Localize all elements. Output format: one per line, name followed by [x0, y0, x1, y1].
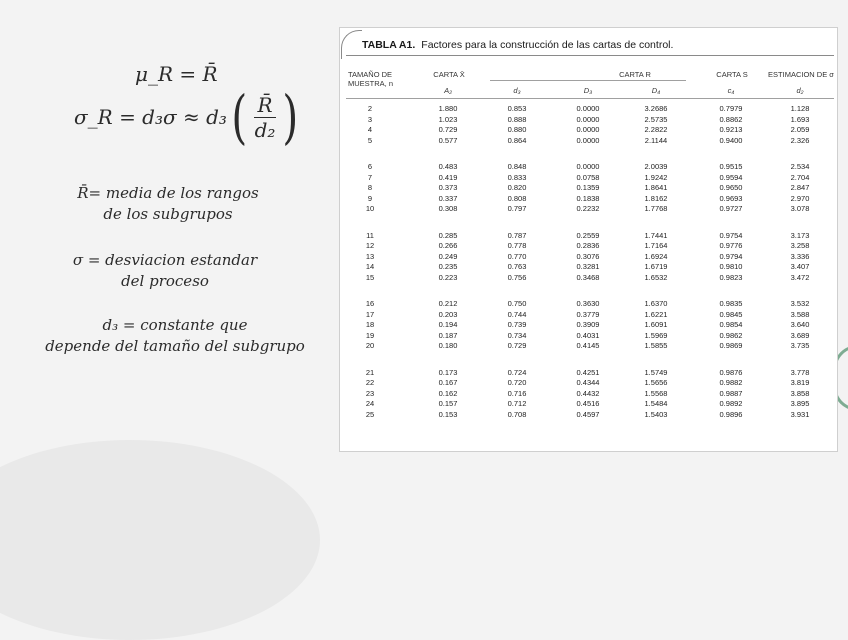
table-cell: 1.6370 — [644, 299, 668, 308]
table-cell: 1.880 — [438, 104, 458, 113]
table-cell: 1.6719 — [644, 262, 668, 271]
factors-table — [339, 27, 838, 452]
table-cell: 16 — [365, 299, 375, 308]
table-cell: 3.173 — [790, 230, 810, 240]
table-cell: 19 — [365, 330, 375, 340]
table-cell: 0.212 — [438, 299, 458, 308]
table-cell: 3.689 — [790, 330, 810, 340]
table-cell: 0.0000 — [576, 162, 600, 171]
formula-sigma-left: σ_R = d₃σ ≈ d₃ — [74, 105, 227, 129]
table-row — [340, 173, 837, 184]
table-cell: 0.9810 — [719, 262, 743, 271]
table-cell: 10 — [365, 204, 375, 213]
table-cell: 1.6091 — [644, 320, 668, 329]
table-cell: 3.258 — [790, 241, 810, 250]
table-cell: 0.720 — [507, 378, 527, 387]
table-cell: 0.1838 — [576, 193, 600, 203]
table-cell: 0.0000 — [576, 114, 600, 124]
table-cell: 1.6924 — [644, 251, 668, 261]
table-cell: 0.4031 — [576, 330, 600, 340]
table-cell: 0.9213 — [719, 125, 743, 134]
table-cell: 0.9845 — [719, 309, 743, 319]
table-cell: 1.128 — [790, 104, 810, 113]
r-chart-rule — [490, 80, 686, 81]
table-cell: 12 — [365, 241, 375, 250]
table-cell: 0.577 — [438, 135, 458, 145]
table-cell: 0.3468 — [576, 272, 600, 282]
table-cell: 0.203 — [438, 309, 458, 319]
table-row — [340, 310, 837, 321]
formulas-panel — [0, 0, 330, 477]
table-cell: 0.7979 — [719, 104, 743, 113]
table-row — [340, 125, 837, 136]
table-cell: 3 — [367, 114, 373, 124]
table-cell: 1.5484 — [644, 399, 668, 408]
table-row — [340, 273, 837, 284]
table-cell: 0.9896 — [719, 409, 743, 419]
table-row — [340, 341, 837, 352]
table-cell: 0.734 — [507, 330, 527, 340]
table-cell: 0.9400 — [719, 135, 743, 145]
table-cell: 14 — [365, 262, 375, 271]
table-cell: 1.7164 — [644, 241, 668, 250]
subheader-D3: D₃ — [583, 86, 593, 95]
table-row — [340, 262, 837, 273]
table-row — [340, 378, 837, 389]
table-cell: 1.5749 — [644, 367, 668, 377]
table-cell: 0.419 — [438, 172, 458, 182]
table-cell: 0.853 — [507, 104, 527, 113]
table-row — [340, 183, 837, 194]
table-cell: 0.724 — [507, 367, 527, 377]
table-cell: 3.588 — [790, 309, 810, 319]
table-cell: 0.4432 — [576, 388, 600, 398]
table-cell: 1.5969 — [644, 330, 668, 340]
table-row — [340, 136, 837, 147]
table-cell: 3.858 — [790, 388, 810, 398]
table-cell: 0.4344 — [576, 378, 600, 387]
table-cell: 1.5568 — [644, 388, 668, 398]
fraction-denominator: d₂ — [254, 117, 276, 142]
table-cell: 0.4145 — [576, 341, 600, 350]
table-cell: 0.9882 — [719, 378, 743, 387]
table-row — [340, 331, 837, 342]
table-cell: 0.483 — [438, 162, 458, 171]
table-cell: 0.2836 — [576, 241, 600, 250]
table-cell: 0.3630 — [576, 299, 600, 308]
header-sample-size-line2: MUESTRA, n — [348, 79, 394, 88]
table-cell: 0.235 — [438, 262, 458, 271]
table-cell: 3.778 — [790, 367, 810, 377]
table-cell: 0.787 — [507, 230, 527, 240]
table-cell: 1.7768 — [644, 204, 668, 213]
table-cell: 0.808 — [507, 193, 527, 203]
table-cell: 0.756 — [507, 272, 527, 282]
table-cell: 15 — [365, 272, 375, 282]
table-cell: 8 — [367, 183, 373, 192]
table-cell: 0.9887 — [719, 388, 743, 398]
table-cell: 0.4251 — [576, 367, 600, 377]
table-cell: 2.0039 — [644, 162, 668, 171]
table-cell: 0.1359 — [576, 183, 600, 192]
table-cell: 0.744 — [507, 309, 527, 319]
table-caption — [362, 39, 673, 51]
definition-rbar-line2: de los subgrupos — [103, 205, 233, 223]
table-cell: 25 — [365, 409, 375, 419]
table-cell: 0.4516 — [576, 399, 600, 408]
table-cell: 0.712 — [507, 399, 527, 408]
table-cell: 0.373 — [438, 183, 458, 192]
caption-rule — [346, 55, 834, 56]
table-cell: 0.9892 — [719, 399, 743, 408]
table-cell: 0.864 — [507, 135, 527, 145]
subheader-a2: A₂ — [444, 86, 452, 95]
table-cell: 0.770 — [507, 251, 527, 261]
fraction — [252, 93, 279, 142]
table-cell: 3.407 — [790, 262, 810, 271]
table-cell: 0.4597 — [576, 409, 600, 419]
table-cell: 9 — [367, 193, 373, 203]
definition-d3 — [30, 315, 320, 357]
table-cell: 3.472 — [790, 272, 810, 282]
table-row — [340, 162, 837, 173]
table-cell: 2.704 — [790, 172, 810, 182]
table-cell: 23 — [365, 388, 375, 398]
table-cell: 0.266 — [438, 241, 458, 250]
table-cell: 0.716 — [507, 388, 527, 398]
table-cell: 2.059 — [790, 125, 810, 134]
table-cell: 3.532 — [790, 299, 810, 308]
table-cell: 2.326 — [790, 135, 810, 145]
table-cell: 3.735 — [790, 341, 810, 350]
subheader-D4: D₄ — [651, 86, 661, 95]
table-cell: 0.9823 — [719, 272, 743, 282]
table-cell: 0.8862 — [719, 114, 743, 124]
header-sample-size-line1: TAMAÑO DE — [348, 70, 393, 79]
subheader-c4: c₄ — [727, 86, 735, 95]
table-cell: 0.0000 — [576, 125, 600, 134]
table-row — [340, 320, 837, 331]
table-cell: 0.833 — [507, 172, 527, 182]
table-cell: 22 — [365, 378, 375, 387]
definition-rbar-line1: R̄= media de los rangos — [77, 184, 259, 202]
table-cell: 1.5403 — [644, 409, 668, 419]
definition-d3-line1: d₃ = constante que — [102, 316, 248, 334]
table-row — [340, 241, 837, 252]
table-cell: 2.970 — [790, 193, 810, 203]
table-cell: 3.2686 — [644, 104, 668, 113]
table-cell: 0.820 — [507, 183, 527, 192]
table-cell: 0.9854 — [719, 320, 743, 329]
table-cell: 0.888 — [507, 114, 527, 124]
table-cell: 0.729 — [438, 125, 458, 134]
table-cell: 1.5656 — [644, 378, 668, 387]
table-cell: 0.187 — [438, 330, 458, 340]
table-cell: 0.708 — [507, 409, 527, 419]
table-cell: 1.7441 — [644, 230, 668, 240]
table-cell: 1.5855 — [644, 341, 668, 350]
table-cell: 2 — [367, 104, 373, 113]
table-cell: 0.739 — [507, 320, 527, 329]
table-cell: 20 — [365, 341, 375, 350]
table-row — [340, 368, 837, 379]
table-cell: 0.180 — [438, 341, 458, 350]
table-cell: 0.249 — [438, 251, 458, 261]
table-cell: 0.9869 — [719, 341, 743, 350]
table-cell: 0.2232 — [576, 204, 600, 213]
table-cell: 0.0758 — [576, 172, 600, 182]
table-cell: 4 — [367, 125, 373, 134]
table-cell: 3.336 — [790, 251, 810, 261]
table-cell: 0.9594 — [719, 172, 743, 182]
table-label: TABLA A1. — [362, 39, 416, 51]
table-cell: 0.3779 — [576, 309, 600, 319]
table-row — [340, 252, 837, 263]
paren-close: ) — [282, 83, 299, 151]
table-cell: 0.308 — [438, 204, 458, 213]
table-cell: 0.2559 — [576, 230, 600, 240]
table-cell: 17 — [365, 309, 375, 319]
table-cell: 1.8641 — [644, 183, 668, 192]
table-row — [340, 231, 837, 242]
table-title: Factores para la construcción de las cartas de control. — [421, 39, 674, 51]
subheader-d3: d₃ — [513, 86, 521, 95]
table-cell: 0.285 — [438, 230, 458, 240]
table-row — [340, 115, 837, 126]
table-cell: 3.819 — [790, 378, 810, 387]
definition-d3-line2: depende del tamaño del subgrupo — [45, 337, 305, 355]
table-row — [340, 299, 837, 310]
definition-sigma-line1: σ = desviacion estandar — [72, 251, 258, 269]
table-cell: 7 — [367, 172, 373, 182]
table-row — [340, 194, 837, 205]
table-cell: 0.9862 — [719, 330, 743, 340]
table-cell: 0.3909 — [576, 320, 600, 329]
table-cell: 2.534 — [790, 162, 810, 171]
table-cell: 0.9515 — [719, 162, 743, 171]
table-cell: 1.6532 — [644, 272, 668, 282]
table-cell: 1.8162 — [644, 193, 668, 203]
table-cell: 0.9876 — [719, 367, 743, 377]
table-cell: 3.078 — [790, 204, 810, 213]
table-cell: 0.157 — [438, 399, 458, 408]
table-cell: 0.3076 — [576, 251, 600, 261]
table-row — [340, 104, 837, 115]
table-cell: 2.5735 — [644, 114, 668, 124]
table-cell: 3.895 — [790, 399, 810, 408]
table-cell: 0.9650 — [719, 183, 743, 192]
table-cell: 1.9242 — [644, 172, 668, 182]
table-cell: 5 — [367, 135, 373, 145]
table-cell: 2.2822 — [644, 125, 668, 134]
header-rule — [346, 98, 834, 99]
table-cell: 2.847 — [790, 183, 810, 192]
table-cell: 0.167 — [438, 378, 458, 387]
table-cell: 0.729 — [507, 341, 527, 350]
table-cell: 0.9727 — [719, 204, 743, 213]
table-cell: 0.9835 — [719, 299, 743, 308]
table-cell: 0.223 — [438, 272, 458, 282]
table-cell: 0.3281 — [576, 262, 600, 271]
table-cell: 13 — [365, 251, 375, 261]
table-cell: 11 — [366, 230, 374, 240]
table-cell: 0.880 — [507, 125, 527, 134]
table-cell: 0.337 — [438, 193, 458, 203]
table-cell: 0.0000 — [576, 135, 600, 145]
header-sample-size — [348, 70, 392, 88]
table-cell: 3.640 — [790, 320, 810, 329]
table-cell: 0.162 — [438, 388, 458, 398]
header-sigma-estimate: ESTIMACION DE σ — [768, 70, 834, 79]
table-cell: 24 — [365, 399, 375, 408]
definition-sigma-line2: del proceso — [121, 272, 209, 290]
table-cell: 0.797 — [507, 204, 527, 213]
table-row — [340, 389, 837, 400]
table-cell: 0.848 — [507, 162, 527, 171]
table-cell: 0.9693 — [719, 193, 743, 203]
table-row — [340, 204, 837, 215]
table-cell: 0.750 — [507, 299, 527, 308]
paren-open: ( — [231, 83, 248, 151]
table-cell: 0.9754 — [719, 230, 743, 240]
table-row — [340, 399, 837, 410]
header-r-chart: CARTA R — [619, 70, 651, 79]
table-cell: 6 — [367, 162, 373, 171]
table-cell: 0.778 — [507, 241, 527, 250]
table-row — [340, 410, 837, 421]
table-cell: 0.9794 — [719, 251, 743, 261]
table-cell: 0.194 — [438, 320, 458, 329]
table-cell: 0.153 — [438, 409, 458, 419]
fraction-numerator: R̄ — [254, 93, 275, 118]
table-cell: 0.9776 — [719, 241, 743, 250]
header-s-chart: CARTA S — [716, 70, 748, 79]
table-cell: 2.1144 — [644, 135, 668, 145]
header-xbar-chart: CARTA X̄ — [433, 70, 465, 79]
subheader-d2: d₂ — [796, 86, 804, 95]
table-cell: 21 — [365, 367, 375, 377]
table-cell: 3.931 — [790, 409, 810, 419]
table-cell: 1.6221 — [644, 309, 668, 319]
table-cell: 0.0000 — [576, 104, 600, 113]
table-cell: 0.763 — [507, 262, 527, 271]
formula-sigma-range — [74, 83, 303, 151]
table-cell: 1.693 — [790, 114, 810, 124]
table-cell: 1.023 — [438, 114, 458, 124]
table-cell: 18 — [365, 320, 375, 329]
definition-sigma — [40, 250, 290, 292]
formula-mean-range: μ_R = R̄ — [135, 62, 218, 86]
table-cell: 0.173 — [438, 367, 458, 377]
definition-rbar — [48, 183, 288, 225]
